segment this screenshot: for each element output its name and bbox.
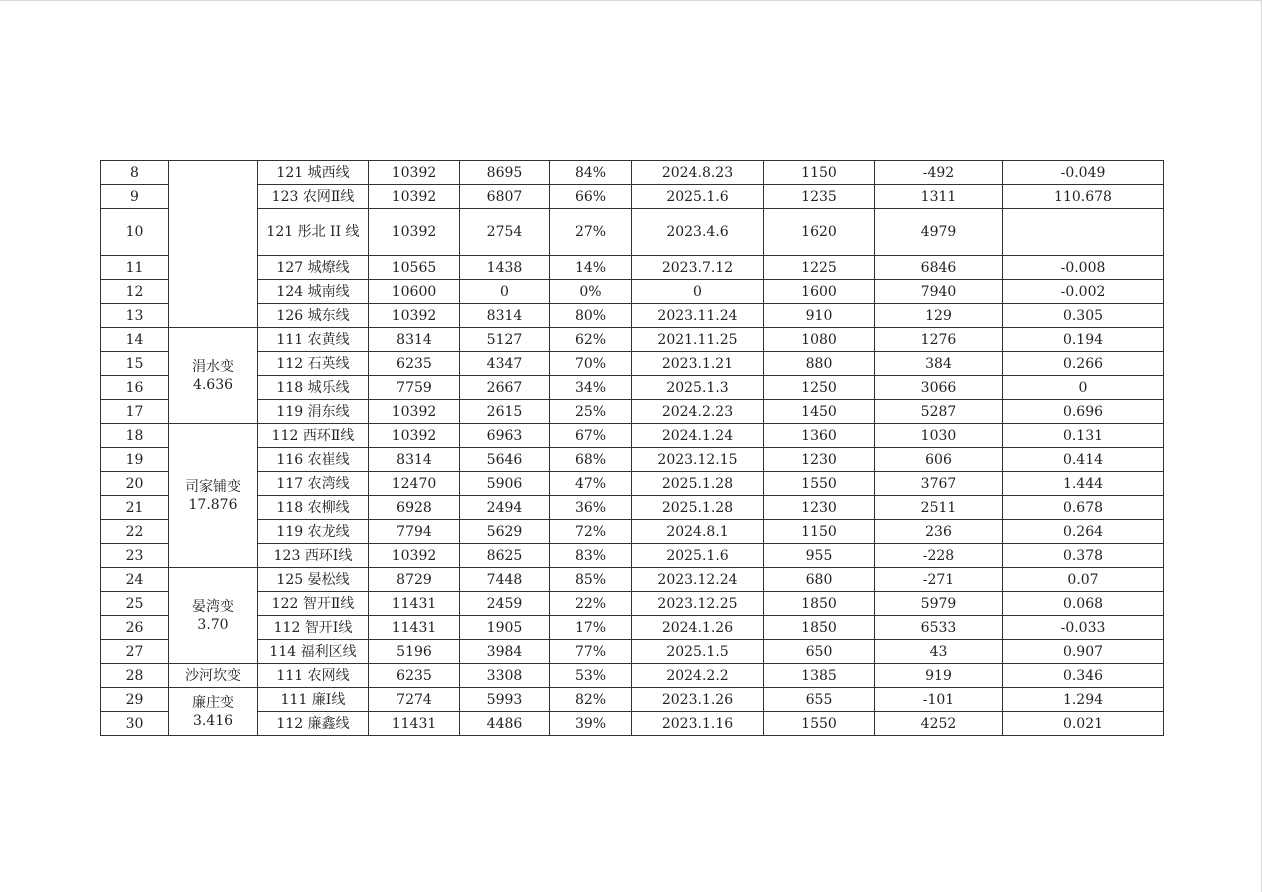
line-name-cell: 124 城南线 [258,280,369,304]
line-name-cell: 122 智开Ⅱ线 [258,592,369,616]
date-cell: 2025.1.6 [632,185,764,209]
row-number-cell: 27 [101,640,169,664]
line-name-cell: 123 农网Ⅱ线 [258,185,369,209]
value-cell-3 [1003,209,1164,256]
value-cell-1: 1450 [764,400,875,424]
value-cell-3: -0.002 [1003,280,1164,304]
date-cell: 2023.7.12 [632,256,764,280]
row-number-cell: 14 [101,328,169,352]
line-name-cell: 112 石英线 [258,352,369,376]
load-cell: 7448 [460,568,550,592]
load-cell: 4486 [460,712,550,736]
line-name-cell: 117 农湾线 [258,472,369,496]
row-number-cell: 25 [101,592,169,616]
row-number-cell: 9 [101,185,169,209]
value-cell-1: 1080 [764,328,875,352]
capacity-cell: 10392 [369,400,460,424]
substation-name: 晏湾变 [192,598,234,615]
value-cell-3: 0.696 [1003,400,1164,424]
value-cell-3: 1.294 [1003,688,1164,712]
substation-cell [169,328,258,424]
substation-name: 司家铺变 [185,478,241,495]
value-cell-2: 2511 [875,496,1003,520]
load-rate-cell: 53% [550,664,632,688]
row-number-cell: 19 [101,448,169,472]
capacity-cell: 10600 [369,280,460,304]
substation-name: 涓水变 [192,358,234,375]
value-cell-3: 0.678 [1003,496,1164,520]
load-rate-cell: 25% [550,400,632,424]
load-cell: 3984 [460,640,550,664]
table-row [101,664,1164,688]
value-cell-1: 655 [764,688,875,712]
value-cell-3: 0.266 [1003,352,1164,376]
value-cell-1: 1225 [764,256,875,280]
line-name-cell: 125 晏松线 [258,568,369,592]
capacity-cell: 6235 [369,352,460,376]
row-number-cell: 22 [101,520,169,544]
line-load-table [100,160,1164,736]
line-name-cell: 119 农龙线 [258,520,369,544]
load-rate-cell: 17% [550,616,632,640]
value-cell-1: 1620 [764,209,875,256]
row-number-cell: 26 [101,616,169,640]
row-number-cell: 20 [101,472,169,496]
substation-cell [169,568,258,664]
line-name-cell: 119 涓东线 [258,400,369,424]
row-number-cell: 8 [101,161,169,185]
substation-name: 廉庄变 [192,694,234,711]
value-cell-2: 6846 [875,256,1003,280]
load-rate-cell: 84% [550,161,632,185]
substation-name: 沙河坎变 [185,667,241,684]
table-row [101,185,1164,209]
line-name-cell: 111 农黄线 [258,328,369,352]
value-cell-1: 955 [764,544,875,568]
load-cell: 2494 [460,496,550,520]
date-cell: 2024.8.23 [632,161,764,185]
table-row [101,209,1164,256]
load-cell: 6963 [460,424,550,448]
value-cell-3: 0.068 [1003,592,1164,616]
row-number-cell: 10 [101,209,169,256]
load-cell: 2754 [460,209,550,256]
value-cell-2: -101 [875,688,1003,712]
value-cell-2: 236 [875,520,1003,544]
date-cell: 2021.11.25 [632,328,764,352]
date-cell: 2025.1.3 [632,376,764,400]
substation-capacity: 4.636 [192,376,234,393]
table-row [101,688,1164,712]
substation-capacity: 3.416 [192,712,234,729]
value-cell-1: 1850 [764,616,875,640]
value-cell-3: 1.444 [1003,472,1164,496]
load-rate-cell: 70% [550,352,632,376]
value-cell-1: 1235 [764,185,875,209]
load-cell: 2667 [460,376,550,400]
load-cell: 8625 [460,544,550,568]
date-cell: 2023.4.6 [632,209,764,256]
value-cell-1: 1550 [764,472,875,496]
value-cell-2: -228 [875,544,1003,568]
table-body [101,161,1164,736]
line-name-cell: 112 廉鑫线 [258,712,369,736]
capacity-cell: 11431 [369,616,460,640]
load-rate-cell: 83% [550,544,632,568]
value-cell-2: 5979 [875,592,1003,616]
load-cell: 2615 [460,400,550,424]
value-cell-3: 0.194 [1003,328,1164,352]
capacity-cell: 5196 [369,640,460,664]
row-number-cell: 15 [101,352,169,376]
row-number-cell: 16 [101,376,169,400]
table-row [101,328,1164,352]
line-name-cell: 121 城西线 [258,161,369,185]
row-number-cell: 12 [101,280,169,304]
value-cell-1: 1150 [764,161,875,185]
line-name-cell: 127 城燎线 [258,256,369,280]
capacity-cell: 10392 [369,304,460,328]
substation-capacity: 3.70 [197,616,229,633]
date-cell: 2023.11.24 [632,304,764,328]
value-cell-1: 880 [764,352,875,376]
load-cell: 5646 [460,448,550,472]
table-row [101,616,1164,640]
load-cell: 1905 [460,616,550,640]
substation-cell [169,424,258,568]
value-cell-2: -271 [875,568,1003,592]
load-rate-cell: 80% [550,304,632,328]
load-cell: 5993 [460,688,550,712]
load-rate-cell: 0% [550,280,632,304]
value-cell-2: 4252 [875,712,1003,736]
load-rate-cell: 36% [550,496,632,520]
table-row [101,352,1164,376]
load-rate-cell: 77% [550,640,632,664]
value-cell-1: 1230 [764,448,875,472]
date-cell: 2024.1.26 [632,616,764,640]
table-row [101,520,1164,544]
load-cell: 8314 [460,304,550,328]
value-cell-1: 680 [764,568,875,592]
value-cell-3: 0.378 [1003,544,1164,568]
capacity-cell: 10565 [369,256,460,280]
value-cell-3: -0.033 [1003,616,1164,640]
row-number-cell: 13 [101,304,169,328]
row-number-cell: 11 [101,256,169,280]
value-cell-1: 1360 [764,424,875,448]
value-cell-2: 919 [875,664,1003,688]
row-number-cell: 24 [101,568,169,592]
table-row [101,280,1164,304]
load-rate-cell: 67% [550,424,632,448]
value-cell-3: 0.305 [1003,304,1164,328]
line-name-cell: 126 城东线 [258,304,369,328]
table-row [101,161,1164,185]
date-cell: 2023.1.21 [632,352,764,376]
table-row [101,640,1164,664]
capacity-cell: 11431 [369,712,460,736]
row-number-cell: 23 [101,544,169,568]
value-cell-2: 5287 [875,400,1003,424]
date-cell: 2025.1.6 [632,544,764,568]
date-cell: 2025.1.5 [632,640,764,664]
value-cell-1: 650 [764,640,875,664]
load-rate-cell: 85% [550,568,632,592]
value-cell-2: 3066 [875,376,1003,400]
load-cell: 5906 [460,472,550,496]
line-name-cell: 118 城乐线 [258,376,369,400]
value-cell-2: 129 [875,304,1003,328]
table-row [101,304,1164,328]
load-cell: 0 [460,280,550,304]
capacity-cell: 10392 [369,424,460,448]
value-cell-2: 1276 [875,328,1003,352]
load-rate-cell: 62% [550,328,632,352]
value-cell-1: 1850 [764,592,875,616]
table-row [101,592,1164,616]
value-cell-2: 1030 [875,424,1003,448]
line-name-cell: 123 西环Ⅰ线 [258,544,369,568]
table-row [101,712,1164,736]
substation-capacity: 17.876 [188,496,238,513]
line-name-cell: 114 福利区线 [258,640,369,664]
value-cell-3: 0.346 [1003,664,1164,688]
line-name-cell: 116 农崔线 [258,448,369,472]
date-cell: 2024.8.1 [632,520,764,544]
value-cell-2: 3767 [875,472,1003,496]
table-row [101,376,1164,400]
table-row [101,496,1164,520]
table-row [101,544,1164,568]
load-cell: 5629 [460,520,550,544]
value-cell-2: 7940 [875,280,1003,304]
load-rate-cell: 34% [550,376,632,400]
value-cell-3: 0 [1003,376,1164,400]
table-row [101,472,1164,496]
row-number-cell: 28 [101,664,169,688]
line-name-cell: 111 农网线 [258,664,369,688]
load-rate-cell: 66% [550,185,632,209]
load-rate-cell: 22% [550,592,632,616]
value-cell-1: 1150 [764,520,875,544]
value-cell-3: 0.264 [1003,520,1164,544]
date-cell: 2025.1.28 [632,496,764,520]
table-row [101,568,1164,592]
capacity-cell: 6235 [369,664,460,688]
load-cell: 3308 [460,664,550,688]
value-cell-1: 1600 [764,280,875,304]
value-cell-3: 0.021 [1003,712,1164,736]
load-rate-cell: 72% [550,520,632,544]
line-name-cell: 121 彤北 II 线 [258,209,369,256]
value-cell-3: 0.131 [1003,424,1164,448]
value-cell-2: 4979 [875,209,1003,256]
value-cell-2: -492 [875,161,1003,185]
value-cell-1: 1250 [764,376,875,400]
date-cell: 2024.2.2 [632,664,764,688]
substation-cell [169,664,258,688]
substation-cell [169,688,258,736]
value-cell-2: 6533 [875,616,1003,640]
value-cell-1: 1385 [764,664,875,688]
load-rate-cell: 39% [550,712,632,736]
value-cell-3: 0.414 [1003,448,1164,472]
capacity-cell: 11431 [369,592,460,616]
load-cell: 2459 [460,592,550,616]
date-cell: 2023.12.15 [632,448,764,472]
value-cell-1: 910 [764,304,875,328]
capacity-cell: 10392 [369,209,460,256]
value-cell-3: -0.008 [1003,256,1164,280]
load-cell: 4347 [460,352,550,376]
row-number-cell: 18 [101,424,169,448]
date-cell: 2023.1.16 [632,712,764,736]
capacity-cell: 8729 [369,568,460,592]
line-name-cell: 118 农柳线 [258,496,369,520]
capacity-cell: 12470 [369,472,460,496]
value-cell-1: 1230 [764,496,875,520]
load-rate-cell: 47% [550,472,632,496]
row-number-cell: 30 [101,712,169,736]
capacity-cell: 6928 [369,496,460,520]
date-cell: 2023.1.26 [632,688,764,712]
substation-cell [169,161,258,328]
load-rate-cell: 82% [550,688,632,712]
capacity-cell: 7274 [369,688,460,712]
line-name-cell: 112 西环Ⅱ线 [258,424,369,448]
value-cell-2: 606 [875,448,1003,472]
value-cell-2: 1311 [875,185,1003,209]
load-rate-cell: 68% [550,448,632,472]
row-number-cell: 17 [101,400,169,424]
load-rate-cell: 27% [550,209,632,256]
load-cell: 1438 [460,256,550,280]
value-cell-1: 1550 [764,712,875,736]
row-number-cell: 29 [101,688,169,712]
value-cell-3: -0.049 [1003,161,1164,185]
capacity-cell: 8314 [369,328,460,352]
date-cell: 2023.12.25 [632,592,764,616]
load-cell: 8695 [460,161,550,185]
line-name-cell: 111 廉Ⅰ线 [258,688,369,712]
date-cell: 0 [632,280,764,304]
date-cell: 2024.2.23 [632,400,764,424]
capacity-cell: 7759 [369,376,460,400]
capacity-cell: 8314 [369,448,460,472]
capacity-cell: 10392 [369,185,460,209]
row-number-cell: 21 [101,496,169,520]
date-cell: 2023.12.24 [632,568,764,592]
capacity-cell: 10392 [369,544,460,568]
line-name-cell: 112 智开Ⅰ线 [258,616,369,640]
date-cell: 2024.1.24 [632,424,764,448]
table-row [101,256,1164,280]
value-cell-3: 0.907 [1003,640,1164,664]
table-row [101,400,1164,424]
value-cell-2: 43 [875,640,1003,664]
load-cell: 5127 [460,328,550,352]
capacity-cell: 10392 [369,161,460,185]
table-row [101,448,1164,472]
load-rate-cell: 14% [550,256,632,280]
value-cell-3: 110.678 [1003,185,1164,209]
value-cell-2: 384 [875,352,1003,376]
date-cell: 2025.1.28 [632,472,764,496]
table-row [101,424,1164,448]
value-cell-3: 0.07 [1003,568,1164,592]
capacity-cell: 7794 [369,520,460,544]
load-cell: 6807 [460,185,550,209]
